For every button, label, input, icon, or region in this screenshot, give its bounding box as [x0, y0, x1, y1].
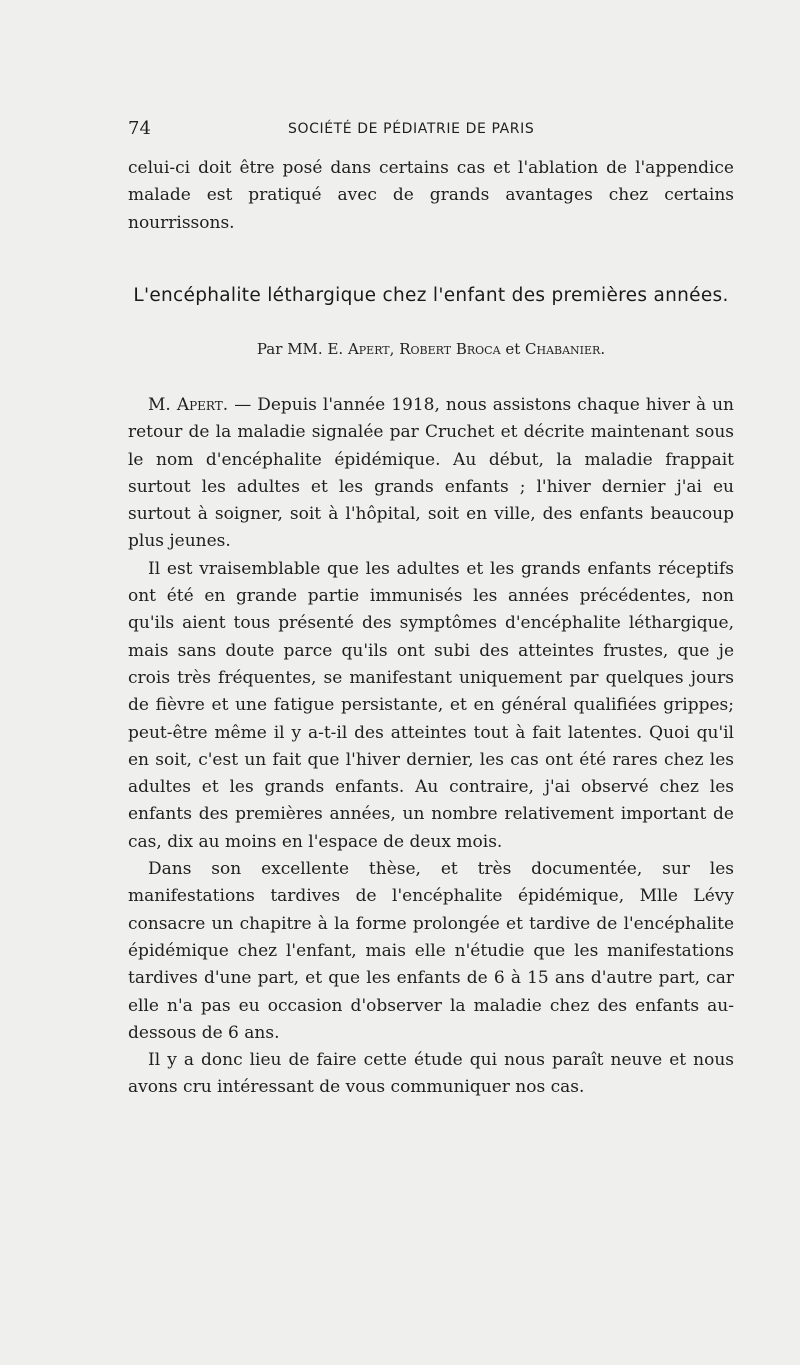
body-paragraph: Il y a donc lieu de faire cette étude qui nous paraît neuve et nous avons cru intéressant de vous communiquer nos cas.: [128, 1050, 734, 1098]
body-paragraph: [128, 392, 734, 556]
intro-paragraph-block: [128, 155, 734, 237]
byline-separator: ,: [389, 340, 395, 358]
byline: [128, 340, 734, 358]
body-paragraph: Dans son excellente thèse, et très documentée, sur les manifestations tardives de l'encéphalite épidémique, Mlle Lévy consacre un chapitre à la forme prolongée et tardive de l'encéphalite épidémique chez l'enfant, mais elle n'étudie que les manifestations tardives d'une part, et que les enfants de 6 à 15 ans d'autre part, car elle n'a pas eu occasion d'observer la maladie chez des enfants au-dessous de 6 ans.: [128, 859, 734, 1043]
running-head: SOCIÉTÉ DE PÉDIATRIE DE PARIS: [288, 121, 535, 137]
byline-end: .: [600, 340, 606, 358]
body-paragraph-text: — Depuis l'année 1918, nous assistons chaque hiver à un retour de la maladie signalée par Cruchet et décrite maintenant sous le nom d'encéphalite épidémique. Au début, la maladie frappait surtout les adultes et les grands enfants ; l'hiver dernier j'ai eu surtout à soigner, soit à l'hôpital, soit en ville, des enfants beaucoup plus jeunes.: [128, 395, 735, 552]
body-paragraph: Il est vraisemblable que les adultes et les grands enfants réceptifs ont été en grande partie immunisés les années précédentes, non qu'ils aient tous présenté des symptômes d'encéphalite léthargique, mais sans doute parce qu'ils ont subi des atteintes frustes, que je crois très fréquentes, se manifestant uniquement par quelques jours de fièvre et une fatigue persistante, et en général qualifiées grippes; peut-être même il y a-t-il des atteintes tout à fait latentes. Quoi qu'il en soit, c'est un fait que l'hiver dernier, les cas ont été rares chez les adultes et les grands enfants. Au contraire, j'ai observé chez les enfants des premières années, un nombre relativement important de cas, dix au moins en l'espace de deux mois.: [128, 558, 734, 852]
page-header: [128, 118, 734, 140]
speaker-name: M. Apert.: [148, 395, 229, 415]
byline-prefix: Par MM. E.: [256, 340, 344, 358]
byline-author-apert: Apert: [347, 340, 390, 358]
byline-conjunction: et: [505, 340, 521, 358]
intro-paragraph: celui-ci doit être posé dans certains cas et l'ablation de l'appendice malade est pratiqué avec de grands avantages chez certains nourrissons.: [128, 158, 734, 233]
page-number: 74: [128, 118, 151, 139]
article-title: L'encéphalite léthargique chez l'enfant des premières années.: [133, 285, 729, 306]
byline-author-broca: Robert Broca: [399, 340, 501, 358]
byline-author-chabanier: Chabanier: [525, 340, 601, 358]
article-body: [128, 392, 734, 1102]
